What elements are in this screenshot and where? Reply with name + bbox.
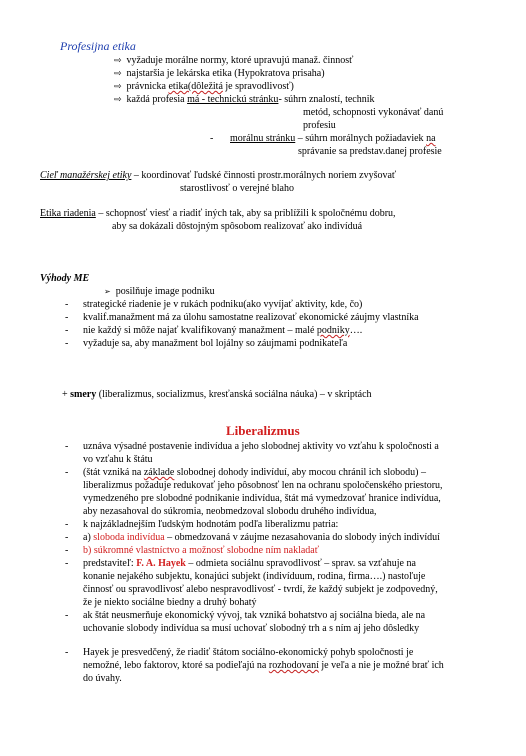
list-item-continuation: do úvahy.: [83, 673, 122, 684]
bullet-4-continuation: profesiu: [303, 120, 336, 131]
text: predstaviteľ:: [83, 558, 137, 569]
list-item-text: nie každý si môže najať kvalifikovaný manažment – malé: [83, 325, 317, 336]
vyhody-subbullet: [104, 286, 215, 298]
bullet-text: najstaršia je lekárska etika (Hypokratova prisaha): [126, 68, 325, 79]
dash-marker: -: [65, 467, 69, 478]
smery-line: [62, 389, 372, 401]
arrow-bullet-icon: ⇨: [114, 56, 122, 66]
bullet-text-underlined: má - technickú stránku: [187, 94, 279, 105]
dash-marker: -: [65, 312, 69, 323]
dash-marker: -: [65, 441, 69, 452]
list-item: kvalif.manažment má za úlohu samostatne realizovať ekonomické záujmy vlastníka: [83, 312, 419, 323]
list-item: [83, 532, 440, 544]
bullet-text: vyžaduje morálne normy, ktoré upravujú manaž. činnosť: [126, 55, 354, 66]
list-item: strategické riadenie je v rukách podniku(ako vyvíjať aktivity, kde, čo): [83, 299, 363, 310]
text: – súhrn morálnych požiadaviek: [295, 133, 427, 144]
dash-marker: -: [210, 133, 214, 144]
bullet-text: každá profesia: [126, 94, 188, 105]
dash-marker: -: [65, 338, 69, 349]
definition-text: – schopnosť viesť a riadiť iných tak, aby sa priblížili k spoločnému dobru,: [95, 208, 396, 219]
dash-marker: -: [65, 325, 69, 336]
bullet-4-continuation: metód, schopnosti vykonávať danú: [303, 107, 444, 118]
term-underlined: Cieľ manažérskej etiky: [40, 170, 132, 181]
triangle-bullet-icon: ➢: [104, 287, 111, 296]
list-item: [83, 467, 426, 479]
list-item: uznáva výsadné postavenie indivídua a jeho slobodnej aktivity vo vzťahu k spoločnosti a: [83, 441, 439, 452]
list-item-continuation: liberalizmus požaduje redukovať jeho pôsobnosť len na ochranu spoločenského priestoru,: [83, 480, 443, 491]
list-item-continuation: uchovanie slobody indivídua sa musí uchovať slobodný trh a s ním aj jeho dôsledky: [83, 623, 420, 634]
etika-riadenia-line: [40, 208, 396, 220]
dash-marker: -: [65, 519, 69, 530]
goal-line: [40, 170, 396, 182]
text: – odmieta sociálnu spravodlivosť – sprav. sa vzťahuje na: [185, 558, 416, 569]
section-title-profesijna-etika: Profesijna etika: [60, 39, 136, 53]
text: nemožné, lebo faktorov, ktoré sa podieľajú na: [83, 660, 269, 671]
bullet-3: [114, 81, 294, 93]
list-item-continuation: vo vzťahu k štátu: [83, 454, 153, 465]
text: – obmedzovaná v záujme nezasahovania do slobody iných indivíduí: [164, 532, 440, 543]
list-item: Hayek je presvedčený, že riadiť štátom sociálno-ekonomický pohyb spoločnosti je: [83, 647, 414, 658]
text: (štát vzniká na: [83, 467, 144, 478]
text-spellcheck: základe: [143, 467, 175, 478]
term-underlined: Etika riadenia: [40, 208, 96, 219]
arrow-bullet-icon: ⇨: [114, 69, 122, 79]
dash-marker: -: [65, 299, 69, 310]
list-item-continuation: činnosť ou spravodlivosť alebo nespravodlivosť - tvrdí, že každý subjekt je zodpovedný,: [83, 584, 438, 595]
arrow-bullet-icon: ⇨: [114, 82, 122, 92]
bullet-1: [114, 55, 353, 67]
etika-riadenia-continuation: aby sa dokázali dôstojným spôsobom realizovať ako indivíduá: [112, 221, 363, 232]
list-item-continuation: vymedzeného pre slobodné podnikanie indivídua, štát má vymedzovať hranice indivídua,: [83, 493, 441, 504]
bullet-text-spellcheck: etika(dôležitá: [168, 81, 223, 92]
dash-marker: -: [65, 545, 69, 556]
bullet-2: [114, 68, 325, 80]
dash-marker: -: [65, 532, 69, 543]
list-item: k najzákladnejším ľudským hodnotám podľa liberalizmu patria:: [83, 519, 339, 530]
plus-text: +: [62, 389, 71, 400]
list-item-spellcheck: podniky: [316, 325, 350, 336]
text-spellcheck: rozhodovaní: [268, 660, 319, 671]
smery-term: smery: [70, 389, 97, 400]
smery-text: (liberalizmus, socializmus, kresťanská sociálna náuka) – v skriptách: [96, 389, 372, 400]
list-item-continuation: že je niekto sociálne biedny a druhý bohatý: [83, 597, 257, 608]
bullet-text: právnicka: [126, 81, 169, 92]
arrow-bullet-icon: ⇨: [114, 95, 122, 105]
list-item: [83, 325, 362, 337]
definition-text: – koordinovať ľudské činnosti prostr.morálnych noriem zvyšovať: [131, 170, 397, 181]
bullet-4: [114, 94, 375, 106]
text-red: sloboda indivídua: [93, 532, 165, 543]
list-item-continuation: [83, 660, 444, 672]
text-underlined: morálnu stránku: [230, 133, 296, 144]
text: je veľa a nie je možné brať ich: [318, 660, 444, 671]
moral-side-continuation: správanie sa predstav.danej profesie: [298, 146, 442, 157]
bullet-text: - súhrn znalostí, technik: [278, 94, 375, 105]
text-spellcheck: na: [426, 133, 436, 144]
list-item-continuation: aby nezasahoval do súkromia, neobmedzoval slobodu druhého indivídua,: [83, 506, 377, 517]
goal-continuation: starostlivosť o verejné blaho: [180, 183, 294, 194]
hayek-name: F. A. Hayek: [136, 558, 186, 569]
dash-marker: -: [65, 647, 69, 658]
list-item-text: ….: [349, 325, 363, 336]
text: slobodnej dohody indivíduí, aby mocou chránil ich slobodu) –: [174, 467, 426, 478]
list-item-red: b) súkromné vlastníctvo a možnosť slobodne ním nakladať: [83, 545, 320, 556]
bullet-text: je spravodlivosť): [222, 81, 294, 92]
section-title-vyhody: Výhody ME: [40, 273, 90, 284]
dash-marker: -: [65, 610, 69, 621]
list-item: vyžaduje sa, aby manažment bol lojálny so záujmami podnikateľa: [83, 338, 348, 349]
list-item: [83, 558, 416, 570]
section-title-liberalizmus: Liberalizmus: [226, 423, 300, 438]
list-item: ak štát neusmerňuje ekonomický vývoj, tak vzniká bohatstvo aj sociálna bieda, ale na: [83, 610, 426, 621]
moral-side-line: [230, 133, 436, 145]
text: a): [83, 532, 94, 543]
bullet-text: posilňuje image podniku: [115, 286, 215, 297]
dash-marker: -: [65, 558, 69, 569]
list-item-continuation: konanie nejakého subjektu, konajúci subjekt (indivíduum, rodina, firma….) nastoľuje: [83, 571, 426, 582]
